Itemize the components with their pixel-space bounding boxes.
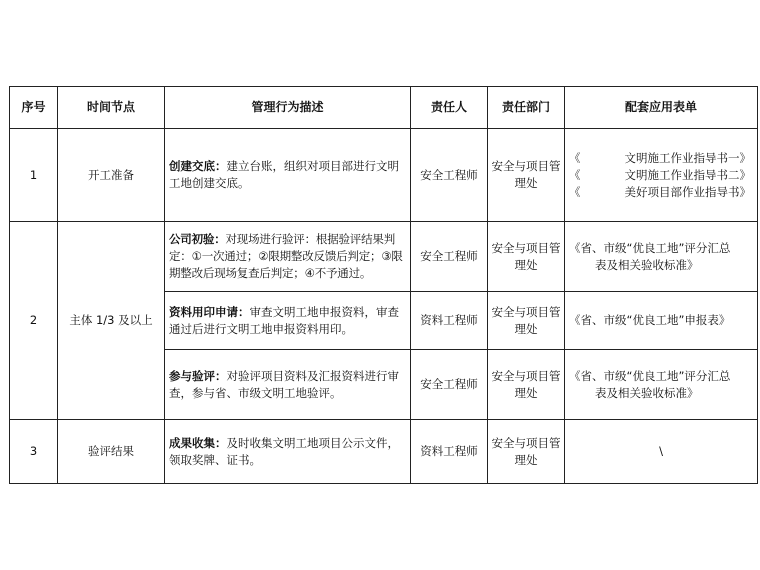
table-row <box>10 129 758 222</box>
header-forms: 配套应用表单 <box>565 87 758 129</box>
cell-responsible-person: 安全工程师 <box>411 222 488 292</box>
form-item: 《省、市级“优良工地”评分汇总 <box>569 368 731 383</box>
cell-responsible-person: 安全工程师 <box>411 350 488 420</box>
cell-responsible-dept: 安全与项目管理处 <box>488 292 565 350</box>
cell-responsible-dept: 安全与项目管理处 <box>488 222 565 292</box>
description-title: 资料用印申请： <box>169 304 250 319</box>
cell-responsible-person: 资料工程师 <box>411 292 488 350</box>
cell-responsible-dept: 安全与项目管理处 <box>488 420 565 484</box>
cell-time-node: 主体 1/3 及以上 <box>58 222 165 420</box>
form-item: 《 文明施工作业指导书一》 <box>569 150 751 165</box>
cell-responsible-dept: 安全与项目管理处 <box>488 350 565 420</box>
cell-time-node: 开工准备 <box>58 129 165 222</box>
header-seq: 序号 <box>10 87 58 129</box>
form-item-continued: 表及相关验收标准》 <box>595 257 699 272</box>
procedure-table <box>9 86 758 484</box>
cell-forms <box>565 129 758 222</box>
cell-seq: 3 <box>10 420 58 484</box>
description-title: 参与验评： <box>169 368 227 383</box>
cell-time-node: 验评结果 <box>58 420 165 484</box>
table-row <box>10 420 758 484</box>
description-text: 及时收集文明工地项目公示文件，领取奖牌、证书。 <box>169 435 399 467</box>
header-description: 管理行为描述 <box>165 87 411 129</box>
description-title: 创建交底： <box>169 159 227 173</box>
description-text: 审查文明工地申报资料，审查通过后进行文明工地申报资料用印。 <box>169 304 399 336</box>
form-item: 《 文明施工作业指导书二》 <box>569 167 751 182</box>
description-title: 公司初验： <box>169 232 226 246</box>
description-text: 对验评项目资料及汇报资料进行审查，参与省、市级文明工地验评。 <box>169 368 399 400</box>
description-title: 成果收集： <box>169 435 227 450</box>
form-item: 《省、市级“优良工地”申报表》 <box>569 313 731 327</box>
description-text: 建立台账，组织对项目部进行文明工地创建交底。 <box>169 159 399 190</box>
cell-description <box>165 222 411 292</box>
cell-seq: 2 <box>10 222 58 420</box>
cell-forms <box>565 222 758 292</box>
description-text: 对现场进行验评：根据验评结果判定：①一次通过；②限期整改反馈后判定；③限期整改后现场复查后判定；④不予通过。 <box>169 232 403 280</box>
header-time-node: 时间节点 <box>58 87 165 129</box>
cell-responsible-dept: 安全与项目管理处 <box>488 129 565 222</box>
cell-seq: 1 <box>10 129 58 222</box>
cell-description <box>165 420 411 484</box>
cell-forms <box>565 292 758 350</box>
table-row <box>10 222 758 292</box>
cell-forms <box>565 350 758 420</box>
cell-description <box>165 292 411 350</box>
form-item-continued: 表及相关验收标准》 <box>595 385 699 400</box>
cell-forms: \ <box>565 420 758 484</box>
cell-responsible-person: 安全工程师 <box>411 129 488 222</box>
header-responsible-dept: 责任部门 <box>488 87 565 129</box>
cell-description <box>165 350 411 420</box>
form-item: 《省、市级“优良工地”评分汇总 <box>569 240 731 255</box>
form-item: 《 美好项目部作业指导书》 <box>569 184 751 199</box>
cell-description <box>165 129 411 222</box>
header-responsible-person: 责任人 <box>411 87 488 129</box>
cell-responsible-person: 资料工程师 <box>411 420 488 484</box>
table-header-row <box>10 87 758 129</box>
